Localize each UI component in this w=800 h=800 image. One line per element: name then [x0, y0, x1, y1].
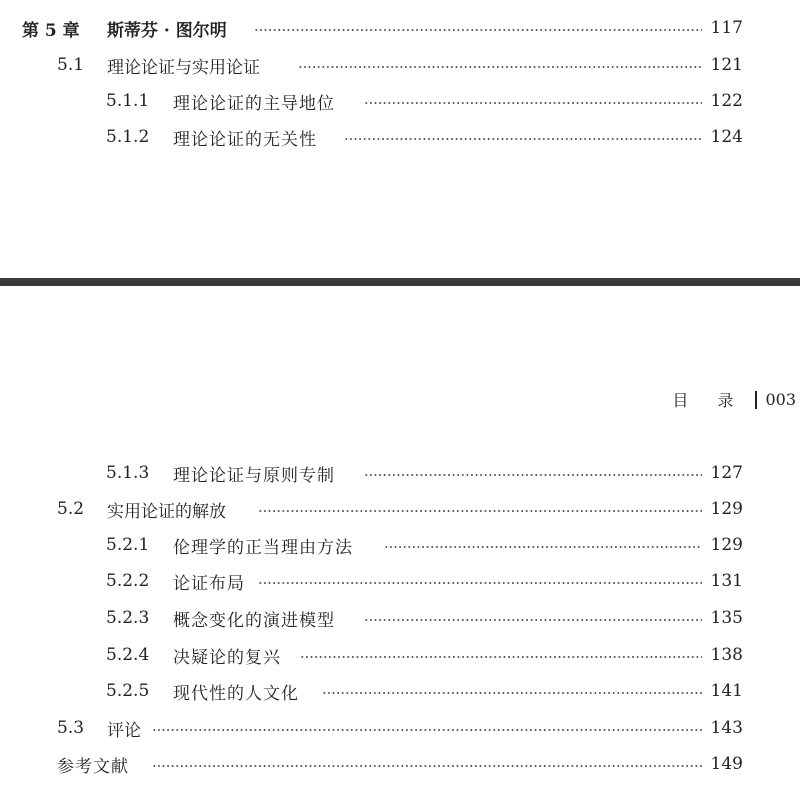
leader-dots — [322, 692, 702, 694]
toc-entry-5-2 — [0, 495, 800, 523]
entry-number: 5.1.1 — [106, 91, 150, 111]
toc-entry-5-1 — [0, 51, 800, 79]
entry-number: 5.1.3 — [106, 463, 150, 483]
leader-dots — [344, 138, 702, 140]
toc-page-top — [0, 0, 800, 278]
leader-dots — [364, 474, 702, 476]
entry-page: 129 — [710, 499, 743, 519]
entry-number: 第 5 章 — [22, 20, 80, 41]
entry-title: 理论论证的无关性 — [173, 129, 317, 150]
entry-title: 论证布局 — [173, 573, 245, 594]
toc-entry-5-3 — [0, 714, 800, 742]
entry-number: 5.2 — [57, 499, 85, 519]
entry-number: 5.2.3 — [106, 608, 150, 628]
entry-page: 138 — [710, 645, 743, 665]
toc-entry-5-2-3 — [0, 604, 800, 632]
toc-entry-5-2-1 — [0, 531, 800, 559]
entry-title: 伦理学的正当理由方法 — [173, 537, 353, 558]
leader-dots — [364, 619, 702, 621]
entry-page: 131 — [710, 571, 743, 591]
leader-dots — [152, 765, 702, 767]
entry-page: 122 — [710, 91, 743, 111]
entry-page: 129 — [710, 535, 743, 555]
running-header — [672, 388, 796, 411]
entry-page: 121 — [710, 55, 743, 75]
entry-title: 斯蒂芬 · 图尔明 — [107, 20, 227, 41]
entry-page: 141 — [710, 681, 743, 701]
toc-entry-5-1-3 — [0, 459, 800, 487]
toc-entry-references — [0, 750, 800, 778]
toc-entry-5-1-2 — [0, 123, 800, 151]
entry-title: 理论论证与实用论证 — [107, 57, 260, 78]
entry-number: 5.2.1 — [106, 535, 150, 555]
entry-title: 现代性的人文化 — [173, 683, 299, 704]
leader-dots — [258, 582, 702, 584]
header-page-number: 003 — [765, 390, 796, 409]
toc-entry-chapter-5 — [0, 14, 800, 42]
entry-number: 5.1.2 — [106, 127, 150, 147]
entry-page: 135 — [710, 608, 743, 628]
entry-number: 5.2.5 — [106, 681, 150, 701]
entry-title: 参考文献 — [57, 756, 129, 777]
entry-title: 实用论证的解放 — [107, 501, 226, 522]
entry-number: 5.3 — [57, 718, 85, 738]
leader-dots — [258, 510, 702, 512]
entry-number: 5.2.4 — [106, 645, 150, 665]
entry-page: 127 — [710, 463, 743, 483]
entry-number: 5.2.2 — [106, 571, 150, 591]
entry-page: 143 — [710, 718, 743, 738]
page-divider — [0, 278, 800, 286]
leader-dots — [254, 29, 702, 31]
toc-entry-5-2-2 — [0, 567, 800, 595]
leader-dots — [384, 546, 702, 548]
toc-entry-5-2-4 — [0, 641, 800, 669]
entry-page: 117 — [710, 18, 743, 38]
entry-title: 评论 — [107, 720, 141, 741]
entry-number: 5.1 — [57, 55, 85, 75]
toc-entry-5-1-1 — [0, 87, 800, 115]
entry-title: 决疑论的复兴 — [173, 647, 281, 668]
entry-title: 理论论证与原则专制 — [173, 465, 335, 486]
leader-dots — [300, 656, 702, 658]
leader-dots — [364, 102, 702, 104]
leader-dots — [298, 66, 702, 68]
header-label: 目 录 — [672, 391, 746, 410]
entry-page: 149 — [710, 754, 743, 774]
toc-entry-5-2-5 — [0, 677, 800, 705]
entry-title: 概念变化的演进模型 — [173, 610, 335, 631]
entry-title: 理论论证的主导地位 — [173, 93, 335, 114]
leader-dots — [152, 729, 702, 731]
header-separator — [755, 391, 757, 409]
entry-page: 124 — [710, 127, 743, 147]
